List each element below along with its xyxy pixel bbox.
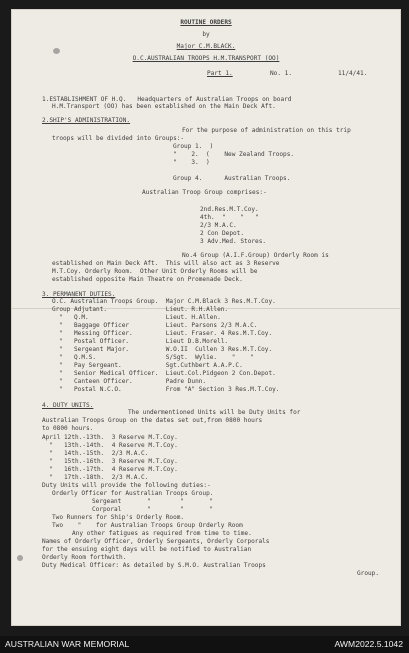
section-2-line: Group 4. Australian Troops. bbox=[173, 175, 291, 182]
section-4-line: Australian Troops Group on the dates set out,from 0800 hours bbox=[42, 417, 263, 424]
section-3-line: " Canteen Officer. Padre Dunn. bbox=[52, 378, 207, 385]
section-2-line: 3 Adv.Med. Stores. bbox=[200, 238, 267, 245]
section-4-line: Corporal " " " bbox=[92, 506, 214, 513]
section-4-line: Names of Orderly Officer, Orderly Sergeants, Orderly Corporals bbox=[42, 538, 270, 545]
footer-bar bbox=[0, 636, 409, 653]
section-4-line: " 17th.-18th. 2/3 M.A.C. bbox=[42, 474, 149, 481]
section-3-line: " Q.M.S. S/Sgt. Wylie. " " bbox=[52, 354, 254, 361]
section-4-line: April 12th.-13th. 3 Reserve M.T.Coy. bbox=[42, 434, 178, 441]
section-2-line: Australian Troop Group comprises:- bbox=[142, 189, 267, 196]
document-unit: O.C.AUSTRALIAN TROOPS H.M.TRANSPORT (OO) bbox=[132, 55, 280, 62]
ink-blot bbox=[17, 555, 23, 561]
section-3-line: " Senior Medical Officer. Lieut.Col.Pidgeon 2 Con.Depot. bbox=[52, 370, 276, 377]
section-4-line: Group. bbox=[357, 570, 380, 577]
section-3-line: " Postal N.C.O. From "A" Section 3 Res.M.T.Coy. bbox=[52, 386, 280, 393]
section-4-line: " 15th.-16th. 3 Reserve M.T.Coy. bbox=[42, 458, 178, 465]
section-3-line: " Postal Officer. Lieut D.B.Morell. bbox=[52, 338, 229, 345]
section-3-line: " Sergeant Major. W.O.II Cullen 3 Res.M.T.Coy. bbox=[52, 346, 273, 353]
section-3-line: Group Adjutant. Lieut. R.H.Allen. bbox=[52, 306, 229, 313]
section-2-heading: 2.SHIP'S ADMINISTRATION. bbox=[42, 117, 131, 124]
section-3-heading: 3. PERMANENT DUTIES. bbox=[42, 291, 116, 298]
section-4-line: Two Runners for Ship's Orderly Room. bbox=[52, 514, 185, 521]
section-4-line: Any other fatigues as required from time to time. bbox=[72, 530, 252, 537]
section-4-line: Duty Medical Officer: As detailed by S.M.O. Australian Troops bbox=[42, 562, 266, 569]
document-number: No. 1. bbox=[270, 70, 293, 77]
section-2-line: For the purpose of administration on this trip bbox=[182, 127, 351, 134]
section-4-line: " 13th.-14th. 4 Reserve M.T.Coy. bbox=[42, 442, 178, 449]
section-4-heading: 4. DUTY UNITS. bbox=[42, 402, 94, 409]
section-2-line: " 3. ) bbox=[173, 159, 210, 166]
document-by: by bbox=[202, 31, 210, 38]
section-4-line: for the ensuing eight days will be notified to Australian bbox=[42, 546, 252, 553]
section-4-line: to 0800 hours. bbox=[42, 425, 94, 432]
footer-credit: AUSTRALIAN WAR MEMORIAL bbox=[5, 639, 130, 649]
document-title: ROUTINE ORDERS bbox=[180, 19, 232, 26]
section-4-line: " 14th.-15th. 2/3 M.A.C. bbox=[42, 450, 149, 457]
section-2-line: 2/3 M.A.C. bbox=[200, 222, 237, 229]
section-3-line: " Baggage Officer Lieut. Parsons 2/3 M.A.C. bbox=[52, 322, 258, 329]
section-3-line: " Pay Sergeant. Sgt.Cuthbert A.A.P.C. bbox=[52, 362, 243, 369]
document-date: 11/4/41. bbox=[338, 70, 368, 77]
document-page bbox=[11, 9, 401, 626]
section-3-line: " Messing Officer. Lieut. Fraser. 4 Res.M.T.Coy. bbox=[52, 330, 273, 337]
document-author: Major C.M.BLACK. bbox=[176, 43, 236, 50]
section-1-line: 1.ESTABLISHMENT OF H.Q. Headquarters of Australian Troops on board bbox=[42, 96, 292, 103]
section-4-line: The undermentioned Units will be Duty Units for bbox=[128, 409, 301, 416]
section-2-line: established on Main Deck Aft. This will also act as 3 Reserve bbox=[52, 260, 280, 267]
section-3-line: O.C. Australian Troops Group. Major C.M.Black 3 Res.M.T.Coy. bbox=[52, 298, 276, 305]
section-3-line: " Q.M. Lieut. H.Allen. bbox=[52, 314, 221, 321]
section-2-line: established opposite Main Theatre on Promenade Deck. bbox=[52, 276, 243, 283]
section-2-line: 2nd.Res.M.T.Coy. bbox=[200, 206, 259, 213]
footer-accession-number: AWM2022.5.1042 bbox=[334, 639, 403, 649]
section-2-line: 2 Con Depot. bbox=[200, 230, 245, 237]
section-1-line: H.M.Transport (OO) has been established on the Main Deck Aft. bbox=[52, 103, 276, 110]
section-2-line: M.T.Coy. Orderly Room. Other Unit Orderly Rooms will be bbox=[52, 268, 258, 275]
section-4-line: Sergeant " " " bbox=[92, 498, 214, 505]
section-4-line: Two " for Australian Troops Group Orderly Room bbox=[52, 522, 243, 529]
section-4-line: Duty Units will provide the following duties:- bbox=[42, 482, 211, 489]
section-4-line: Orderly Officer for Australian Troops Group. bbox=[52, 490, 214, 497]
section-2-line: Group 1. ) bbox=[173, 143, 214, 150]
section-2-line: " 2. ( New Zealand Troops. bbox=[173, 151, 295, 158]
section-2-line: 4th. " " " bbox=[200, 214, 259, 221]
section-4-line: " 16th.-17th. 4 Reserve M.T.Coy. bbox=[42, 466, 178, 473]
document-part: Part 1. bbox=[207, 70, 233, 77]
section-4-line: Orderly Room forthwith. bbox=[42, 554, 127, 561]
section-2-line: troops will be divided into Groups:- bbox=[52, 135, 185, 142]
section-2-line: No.4 Group (A.I.F.Group) Orderly Room is bbox=[182, 252, 329, 259]
